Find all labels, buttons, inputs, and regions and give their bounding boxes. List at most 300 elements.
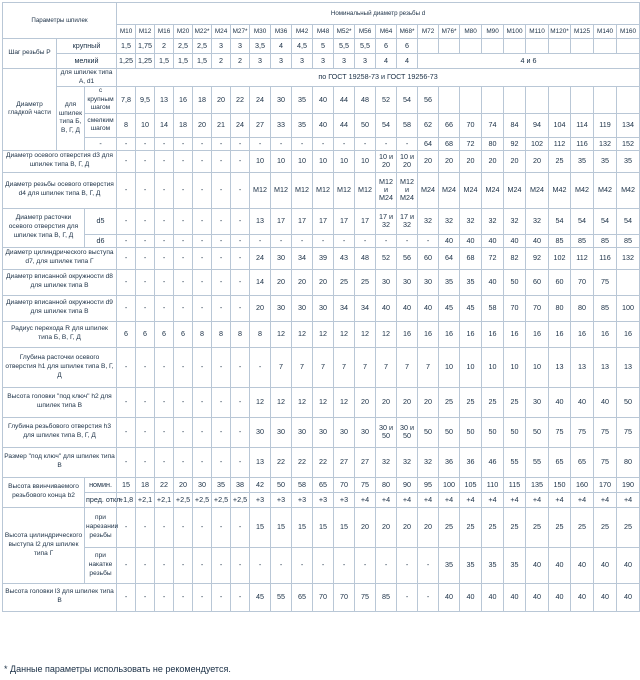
radius-cell: 16 <box>418 321 439 347</box>
size-header-cell: M42 <box>292 25 313 39</box>
pitch-coarse-cell: 5 <box>313 39 334 54</box>
d6-cell: 85 <box>617 234 640 247</box>
pitch-coarse-cell: 3 <box>231 39 250 54</box>
d1-extra-cell: - <box>136 137 155 150</box>
d8-cell: 35 <box>460 269 482 295</box>
d1-coarse-cell: 52 <box>376 87 397 114</box>
b2-nom-cell: 135 <box>526 477 549 492</box>
d3-cell: - <box>174 150 193 172</box>
l3-cell: - <box>397 583 418 611</box>
size-header-cell: M30 <box>250 25 271 39</box>
d6-cell: 40 <box>482 234 504 247</box>
size-header-cell: M64 <box>376 25 397 39</box>
pitch-fine-cell: 3 <box>334 54 355 69</box>
h1-cell: - <box>136 347 155 387</box>
h3-cell: - <box>193 417 212 447</box>
h2-label: Высота головки "под ключ" h2 для шпилек типа В <box>3 387 117 417</box>
d4-cell: M24 <box>526 172 549 208</box>
b2-nom-cell: 100 <box>439 477 460 492</box>
footnote: * Данные параметры использовать не рекомендуется. <box>4 664 231 674</box>
b2-nom-cell: 65 <box>313 477 334 492</box>
d9-cell: - <box>174 295 193 321</box>
d7-cell: 72 <box>482 247 504 269</box>
d1-fine-label: смелким шагом <box>85 113 117 137</box>
d8-cell: - <box>231 269 250 295</box>
h3-cell: 30 <box>271 417 292 447</box>
d3-cell: 35 <box>571 150 594 172</box>
size-header-cell: M16 <box>155 25 174 39</box>
d9-cell: - <box>136 295 155 321</box>
h3-cell: 75 <box>617 417 640 447</box>
s-cell: 36 <box>439 447 460 477</box>
b2-tol-cell: +1,8 <box>117 492 136 507</box>
d1-extra-cell: - <box>117 137 136 150</box>
s-cell: 22 <box>313 447 334 477</box>
d1-extra-cell: - <box>355 137 376 150</box>
pitch-fine-cell: 3 <box>250 54 271 69</box>
l2-roll-cell: 40 <box>549 547 571 583</box>
d6-cell: - <box>174 234 193 247</box>
l2-roll-cell: - <box>313 547 334 583</box>
pitch-coarse-cell <box>482 39 504 54</box>
d6-cell: 40 <box>504 234 526 247</box>
l2-cut-cell: 25 <box>571 507 594 547</box>
d9-cell: 34 <box>355 295 376 321</box>
d4-cell: M42 <box>549 172 571 208</box>
d7-cell: 82 <box>504 247 526 269</box>
b2-tol-cell: +2,1 <box>155 492 174 507</box>
h1-cell: - <box>193 347 212 387</box>
d9-cell: 100 <box>617 295 640 321</box>
d1-extra-cell: 132 <box>594 137 617 150</box>
radius-cell: 16 <box>571 321 594 347</box>
b2-tol-cell: +4 <box>460 492 482 507</box>
d6-cell: - <box>155 234 174 247</box>
d1-fine-cell: 24 <box>231 113 250 137</box>
h1-cell: 7 <box>397 347 418 387</box>
b2-tol-cell: +2,1 <box>136 492 155 507</box>
d1-fine-cell: 114 <box>571 113 594 137</box>
d1-fine-cell: 119 <box>594 113 617 137</box>
radius-cell: 12 <box>313 321 334 347</box>
h3-cell: 50 <box>418 417 439 447</box>
l2-roll-cell: - <box>212 547 231 583</box>
pitch-coarse-cell: 5,5 <box>355 39 376 54</box>
d4-cell: - <box>117 172 136 208</box>
b2-nom-cell: 70 <box>334 477 355 492</box>
pitch-coarse-cell: 3,5 <box>250 39 271 54</box>
d1-extra-label: - <box>85 137 117 150</box>
d5-cell: - <box>174 208 193 234</box>
radius-cell: 16 <box>482 321 504 347</box>
size-header-cell: M12 <box>136 25 155 39</box>
pitch-coarse-cell: 4,5 <box>292 39 313 54</box>
l3-cell: 55 <box>271 583 292 611</box>
d5-cell: 32 <box>504 208 526 234</box>
d1-fine-cell: 54 <box>376 113 397 137</box>
l2-roll-cell: - <box>193 547 212 583</box>
b2-nom-cell: 30 <box>193 477 212 492</box>
b2-tol-cell: +4 <box>482 492 504 507</box>
h1-cell: 7 <box>313 347 334 387</box>
l2-cut-cell: - <box>193 507 212 547</box>
h3-cell: - <box>212 417 231 447</box>
l2-roll-cell: - <box>397 547 418 583</box>
pitch-fine-cell: 3 <box>292 54 313 69</box>
l2-roll-cell: - <box>355 547 376 583</box>
size-header-cell: M20 <box>174 25 193 39</box>
radius-cell: 12 <box>334 321 355 347</box>
radius-cell: 6 <box>117 321 136 347</box>
h3-cell: 50 <box>526 417 549 447</box>
d9-cell: - <box>212 295 231 321</box>
d1-extra-cell: 152 <box>617 137 640 150</box>
h1-cell: 13 <box>617 347 640 387</box>
b2-tol-cell: +4 <box>594 492 617 507</box>
b2-tol-cell: +4 <box>504 492 526 507</box>
d1-coarse-cell: 35 <box>292 87 313 114</box>
pitch-coarse-cell: 6 <box>397 39 418 54</box>
l2-roll-cell: - <box>174 547 193 583</box>
d1-fine-cell: 33 <box>271 113 292 137</box>
d6-cell: - <box>418 234 439 247</box>
d7-cell: - <box>193 247 212 269</box>
d6-cell: - <box>313 234 334 247</box>
l2-roll-cell: 35 <box>439 547 460 583</box>
l2-cut-cell: - <box>212 507 231 547</box>
d3-cell: 20 <box>482 150 504 172</box>
radius-cell: 12 <box>292 321 313 347</box>
d1-coarse-cell: 56 <box>418 87 439 114</box>
l3-cell: - <box>231 583 250 611</box>
d6-cell: 40 <box>460 234 482 247</box>
d7-cell: 102 <box>549 247 571 269</box>
d8-cell: 30 <box>418 269 439 295</box>
d1-coarse-cell: 40 <box>313 87 334 114</box>
pitch-coarse-cell <box>594 39 617 54</box>
h3-label: Глубина резьбового отверстия h3 для шпилек типа В, Г, Д <box>3 417 117 447</box>
d3-cell: 10 <box>355 150 376 172</box>
d1-fine-cell: 134 <box>617 113 640 137</box>
radius-cell: 16 <box>617 321 640 347</box>
h1-cell: 10 <box>482 347 504 387</box>
d4-cell: M12 <box>313 172 334 208</box>
d1-extra-cell: 80 <box>482 137 504 150</box>
pitch-fine-cell: 1,5 <box>193 54 212 69</box>
d7-cell: - <box>117 247 136 269</box>
d5-cell: 54 <box>549 208 571 234</box>
d1-extra-cell: 112 <box>549 137 571 150</box>
h3-cell: - <box>155 417 174 447</box>
l3-cell: 70 <box>334 583 355 611</box>
b2-tol-cell: +4 <box>571 492 594 507</box>
size-header-cell: M22* <box>193 25 212 39</box>
d3-label: Диаметр осевого отверстия d3 для шпилек типа В, Г, Д <box>3 150 117 172</box>
d7-cell: 39 <box>313 247 334 269</box>
h1-cell: 10 <box>504 347 526 387</box>
d9-cell: 30 <box>313 295 334 321</box>
d4-label: Диаметр резьбы осевого отверстия d4 для шпилек типа В, Г, Д <box>3 172 117 208</box>
d1-extra-cell: - <box>334 137 355 150</box>
l2-cut-cell: 15 <box>271 507 292 547</box>
h1-cell: 7 <box>271 347 292 387</box>
b2-tol-cell: +4 <box>617 492 640 507</box>
l2-cut-cell: - <box>155 507 174 547</box>
pitch-coarse-cell: 1,75 <box>136 39 155 54</box>
d3-cell: - <box>231 150 250 172</box>
s-cell: 75 <box>594 447 617 477</box>
h3-cell: - <box>231 417 250 447</box>
h2-cell: 25 <box>460 387 482 417</box>
d1-coarse-cell <box>460 87 482 114</box>
l2-cut-cell: 25 <box>617 507 640 547</box>
size-header-cell: M110 <box>526 25 549 39</box>
d1-fine-cell: 94 <box>526 113 549 137</box>
d9-cell: 70 <box>526 295 549 321</box>
h1-cell: 7 <box>355 347 376 387</box>
l3-cell: - <box>418 583 439 611</box>
d6-cell: - <box>212 234 231 247</box>
d1-fine-cell: 10 <box>136 113 155 137</box>
h1-cell: - <box>212 347 231 387</box>
size-header-cell: M80 <box>460 25 482 39</box>
d5-cell: 54 <box>594 208 617 234</box>
size-header-cell: M90 <box>482 25 504 39</box>
b2-tol-cell: +4 <box>355 492 376 507</box>
d3-cell: 10 <box>250 150 271 172</box>
d3-cell: - <box>136 150 155 172</box>
b2-tol-cell: +4 <box>439 492 460 507</box>
h1-cell: - <box>231 347 250 387</box>
d1-fine-cell: 44 <box>334 113 355 137</box>
l3-cell: 75 <box>355 583 376 611</box>
radius-cell: 16 <box>397 321 418 347</box>
l3-cell: 40 <box>526 583 549 611</box>
d1-coarse-cell: 13 <box>155 87 174 114</box>
b2-tol-cell: +3 <box>334 492 355 507</box>
size-header-cell: M10 <box>117 25 136 39</box>
h2-cell: 12 <box>313 387 334 417</box>
d5-cell: 17 <box>313 208 334 234</box>
d7-cell: 48 <box>355 247 376 269</box>
b2-nom-cell: 38 <box>231 477 250 492</box>
h1-cell: 7 <box>418 347 439 387</box>
h2-cell: 25 <box>504 387 526 417</box>
h3-cell: 75 <box>594 417 617 447</box>
d1-typea-label: для шпилек типа А, d1 <box>57 69 117 87</box>
h2-cell: - <box>117 387 136 417</box>
d1-coarse-cell: 16 <box>174 87 193 114</box>
h3-cell: 75 <box>549 417 571 447</box>
d3-cell: 35 <box>594 150 617 172</box>
pitch-fine-cell: 1,5 <box>155 54 174 69</box>
d4-cell: M12 <box>355 172 376 208</box>
h2-cell: 50 <box>617 387 640 417</box>
radius-cell: 16 <box>526 321 549 347</box>
d1-coarse-cell: 18 <box>193 87 212 114</box>
d9-cell: - <box>231 295 250 321</box>
b2-nom-cell: 22 <box>155 477 174 492</box>
l3-cell: 40 <box>460 583 482 611</box>
l2-roll-cell: - <box>418 547 439 583</box>
d6-cell: - <box>397 234 418 247</box>
l2-cut-cell: 25 <box>439 507 460 547</box>
d1-coarse-cell: 48 <box>355 87 376 114</box>
d5-cell: 13 <box>250 208 271 234</box>
h1-cell: 10 <box>460 347 482 387</box>
b2-tol-cell: +3 <box>250 492 271 507</box>
d1-coarse-cell: 54 <box>397 87 418 114</box>
h3-cell: 30 и 50 <box>376 417 397 447</box>
radius-cell: 6 <box>155 321 174 347</box>
d7-cell: 43 <box>334 247 355 269</box>
d1-fine-cell: 14 <box>155 113 174 137</box>
d5-cell: 32 <box>526 208 549 234</box>
d9-cell: 58 <box>482 295 504 321</box>
h1-cell: 13 <box>571 347 594 387</box>
d5-label: d5 <box>85 208 117 234</box>
d4-cell: M42 <box>571 172 594 208</box>
d4-cell: - <box>212 172 231 208</box>
s-cell: 65 <box>571 447 594 477</box>
d1-extra-cell: - <box>376 137 397 150</box>
d1-fine-cell: 84 <box>504 113 526 137</box>
d1-fine-cell: 20 <box>193 113 212 137</box>
radius-cell: 16 <box>439 321 460 347</box>
radius-cell: 6 <box>136 321 155 347</box>
b2-tol-cell: +4 <box>376 492 397 507</box>
d1-extra-cell: 68 <box>439 137 460 150</box>
d9-cell: 45 <box>460 295 482 321</box>
d9-cell: 80 <box>571 295 594 321</box>
l2-cut-label: при нарезании резьбы <box>85 507 117 547</box>
l2-roll-cell: - <box>292 547 313 583</box>
b2-nom-cell: 150 <box>549 477 571 492</box>
h1-cell: 7 <box>292 347 313 387</box>
d1-extra-cell: 116 <box>571 137 594 150</box>
d4-cell: - <box>136 172 155 208</box>
d8-cell: 75 <box>594 269 617 295</box>
d3-cell: 20 <box>418 150 439 172</box>
h3-cell: 30 <box>313 417 334 447</box>
pitch-coarse-cell <box>617 39 640 54</box>
d6-cell: 85 <box>549 234 571 247</box>
pitch-coarse-cell: 2,5 <box>193 39 212 54</box>
d7-cell: 68 <box>460 247 482 269</box>
d3-cell: 10 <box>292 150 313 172</box>
h1-cell: - <box>174 347 193 387</box>
d5-cell: 32 <box>482 208 504 234</box>
size-header-cell: M52* <box>334 25 355 39</box>
d1-coarse-cell: 9,5 <box>136 87 155 114</box>
d7-cell: - <box>136 247 155 269</box>
d4-cell: M24 <box>439 172 460 208</box>
l2-cut-cell: 25 <box>594 507 617 547</box>
pitch-fine-tail-cell: 4 и 6 <box>418 54 640 69</box>
l2-roll-cell: 40 <box>526 547 549 583</box>
d4-cell: M12 <box>271 172 292 208</box>
pitch-fine-cell: 2 <box>212 54 231 69</box>
h1-cell: - <box>250 347 271 387</box>
d4-cell: M24 <box>482 172 504 208</box>
l2-cut-cell: 20 <box>418 507 439 547</box>
l3-cell: 40 <box>549 583 571 611</box>
d9-cell: 20 <box>250 295 271 321</box>
l2-cut-cell: 15 <box>250 507 271 547</box>
size-header-cell: M140 <box>594 25 617 39</box>
d9-cell: 30 <box>271 295 292 321</box>
b2-nom-cell: 20 <box>174 477 193 492</box>
l3-cell: 40 <box>504 583 526 611</box>
l2-roll-cell: 40 <box>617 547 640 583</box>
d4-cell: M42 <box>594 172 617 208</box>
pitch-coarse-cell <box>526 39 549 54</box>
d7-cell: 56 <box>397 247 418 269</box>
b2-tol-cell: +2,5 <box>231 492 250 507</box>
d7-cell: 52 <box>376 247 397 269</box>
d3-cell: 20 <box>460 150 482 172</box>
l3-cell: 40 <box>439 583 460 611</box>
pitch-coarse-label: крупный <box>57 39 117 54</box>
d1-extra-cell: - <box>271 137 292 150</box>
d1-extra-cell: 72 <box>460 137 482 150</box>
d6-cell: - <box>376 234 397 247</box>
d8-cell: 35 <box>439 269 460 295</box>
l2-roll-cell: 35 <box>460 547 482 583</box>
d8-cell: 20 <box>292 269 313 295</box>
h2-cell: 40 <box>549 387 571 417</box>
s-cell: 65 <box>549 447 571 477</box>
l3-cell: 70 <box>313 583 334 611</box>
pitch-coarse-cell <box>504 39 526 54</box>
d1-fine-cell: 50 <box>355 113 376 137</box>
b2-tol-cell: +4 <box>397 492 418 507</box>
d1-extra-cell: - <box>155 137 174 150</box>
d3-cell: 10 и 20 <box>376 150 397 172</box>
d1-extra-cell: 64 <box>418 137 439 150</box>
s-cell: 27 <box>334 447 355 477</box>
d5-cell: 17 <box>355 208 376 234</box>
d8-cell: 30 <box>397 269 418 295</box>
l3-cell: 40 <box>594 583 617 611</box>
d9-cell: - <box>193 295 212 321</box>
s-cell: 32 <box>376 447 397 477</box>
b2-nom-label: номин. <box>85 477 117 492</box>
d1-typea-note: по ГОСТ 19258-73 и ГОСТ 19256-73 <box>117 69 640 87</box>
pitch-fine-cell: 1,25 <box>117 54 136 69</box>
h1-cell: 7 <box>376 347 397 387</box>
radius-cell: 12 <box>271 321 292 347</box>
radius-cell: 8 <box>231 321 250 347</box>
d5-cell: - <box>155 208 174 234</box>
l3-label: Высота головки l3 для шпилек типа В <box>3 583 117 611</box>
d5-cell: - <box>193 208 212 234</box>
b2-nom-cell: 75 <box>355 477 376 492</box>
h1-cell: - <box>117 347 136 387</box>
b2-tol-cell: +4 <box>418 492 439 507</box>
d6-cell: - <box>355 234 376 247</box>
pitch-label: Шаг резьбы P <box>3 39 57 69</box>
d1-coarse-cell <box>617 87 640 114</box>
s-cell: 80 <box>617 447 640 477</box>
l3-cell: - <box>212 583 231 611</box>
d3-cell: - <box>155 150 174 172</box>
d1-coarse-cell <box>526 87 549 114</box>
d7-cell: 60 <box>418 247 439 269</box>
d5-cell: - <box>136 208 155 234</box>
l2-cut-cell: 25 <box>526 507 549 547</box>
h2-cell: 25 <box>482 387 504 417</box>
